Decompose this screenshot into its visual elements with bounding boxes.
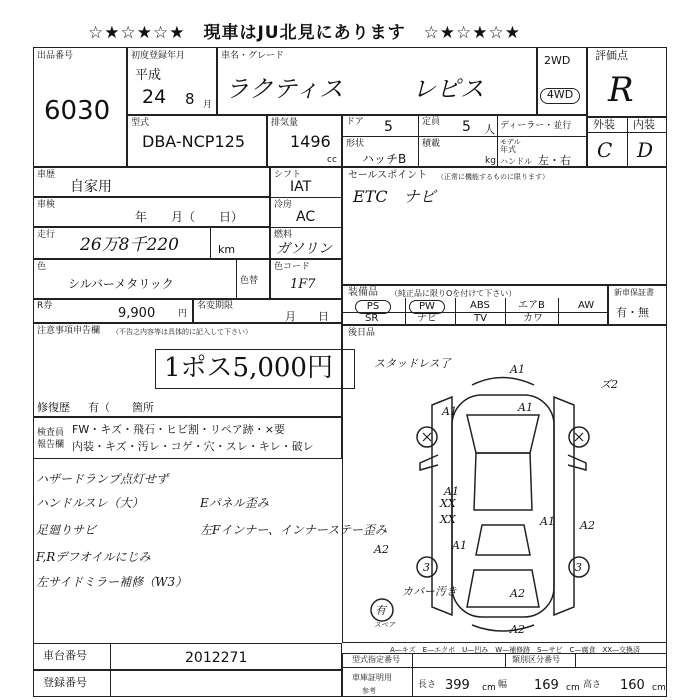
type-value: DBA-NCP125 bbox=[142, 132, 245, 151]
int-value: D bbox=[637, 138, 654, 162]
caution-value: 1ポス5,000円 bbox=[164, 353, 333, 383]
diag-a1-2: A1 bbox=[442, 405, 457, 418]
equip-airbag: エアB bbox=[518, 300, 545, 311]
shift-value: IAT bbox=[290, 179, 312, 195]
equip-leather: カワ bbox=[523, 313, 543, 324]
reg-no-label: 登録番号 bbox=[43, 676, 87, 689]
cooler-value: AC bbox=[296, 209, 316, 225]
disp-unit: cc bbox=[327, 155, 337, 165]
equip-abs: ABS bbox=[470, 300, 490, 311]
cert-label: 車庫証明用 bbox=[352, 673, 392, 682]
history-box bbox=[33, 167, 270, 197]
recycle-unit: 円 bbox=[178, 309, 188, 319]
mileage-label: 走行 bbox=[37, 230, 56, 240]
color-label: 色 bbox=[37, 262, 47, 272]
name-label: 車名・グレード bbox=[221, 51, 285, 61]
shaken-label: 車検 bbox=[37, 200, 56, 210]
color-code-label: 色コード bbox=[274, 262, 311, 272]
recycle-box bbox=[33, 299, 193, 323]
color-change-label: 色替 bbox=[240, 276, 259, 286]
note-5: 左サイドミラー補修（W3） bbox=[36, 575, 188, 589]
rear-seat-label: 後日品 bbox=[348, 328, 376, 338]
diag-a1-1: A1 bbox=[510, 363, 525, 376]
diag-studless: スタッドレス了 bbox=[374, 357, 451, 370]
inspector-row1: FW・キズ・飛石・ヒビ割・リペア跡・×要 bbox=[72, 423, 285, 436]
diag-a1-3: A1 bbox=[518, 401, 533, 414]
diag-spare: スペア bbox=[374, 621, 395, 629]
diag-z2: ズ2 bbox=[600, 378, 618, 391]
fuel-value: ガソリン bbox=[276, 241, 332, 257]
sales-box bbox=[342, 167, 667, 285]
sales-note: （正常に機能するものに限ります） bbox=[437, 173, 549, 181]
hei-unit: cm bbox=[652, 683, 666, 693]
meigi-value: 月 日 bbox=[285, 310, 329, 323]
warranty-label: 新車保証書 bbox=[614, 288, 654, 297]
wid-value: 169 bbox=[534, 678, 559, 693]
lot-value: 6030 bbox=[44, 96, 111, 126]
diag-cover: カバー汚き bbox=[402, 585, 457, 598]
note-3: 足廻りサビ bbox=[36, 523, 97, 537]
header-banner: ☆★☆★☆★ 現車はJU北見にあります ☆★☆★☆★ bbox=[88, 23, 522, 43]
mileage-unit: km bbox=[218, 243, 236, 256]
inspector-label: 検査員 bbox=[37, 428, 65, 438]
diag-xx-2: XX bbox=[440, 513, 456, 526]
int-label: 内装 bbox=[633, 118, 655, 131]
doors-label: ドア bbox=[346, 117, 364, 127]
equip-tv: TV bbox=[474, 313, 487, 324]
model-year-label1: モデル bbox=[500, 138, 521, 146]
wid-unit: cm bbox=[566, 683, 580, 693]
diag-spare-have: 有 bbox=[375, 604, 386, 617]
load-label: 積載 bbox=[422, 139, 441, 149]
ref-label: 参考 bbox=[362, 687, 376, 695]
capacity-value: 5 bbox=[462, 119, 471, 135]
reg-month-unit: 月 bbox=[203, 100, 213, 110]
equip-ps: PS bbox=[355, 300, 391, 314]
diag-xx-1: XX bbox=[440, 497, 456, 510]
reg-year: 24 bbox=[142, 86, 167, 108]
hei-label: 高さ bbox=[583, 680, 602, 690]
inspector-row2: 内装・キズ・汚レ・コゲ・穴・スレ・キレ・破レ bbox=[72, 440, 314, 453]
hei-value: 160 bbox=[620, 678, 645, 693]
equip-label: 装備品 bbox=[348, 287, 378, 298]
handle-value: 左・右 bbox=[538, 154, 571, 167]
equip-sr: SR bbox=[365, 313, 379, 324]
reg-era: 平成 bbox=[135, 68, 162, 83]
car-diagram bbox=[342, 345, 667, 635]
drive-2wd: 2WD bbox=[544, 54, 571, 67]
note-6: Eパネル歪み bbox=[200, 496, 269, 510]
history-label: 車歴 bbox=[37, 170, 56, 180]
load-unit: kg bbox=[485, 156, 496, 166]
eval-label: 評価点 bbox=[595, 49, 628, 62]
equip-pw: PW bbox=[409, 300, 445, 314]
diag-a1-5: A1 bbox=[452, 539, 467, 552]
inspector-label2: 報告欄 bbox=[37, 440, 65, 450]
handle-label: ハンドル bbox=[500, 157, 532, 166]
note-2: ハンドルスレ（大） bbox=[36, 496, 144, 510]
warranty-value: 有・無 bbox=[616, 306, 649, 319]
fuel-label: 燃料 bbox=[274, 230, 293, 240]
reg-label: 初度登録年月 bbox=[131, 51, 186, 61]
sales-label: セールスポイント bbox=[348, 170, 428, 181]
model-year-label2: 年式 bbox=[500, 145, 516, 154]
caution-note: （不告之内容等は具体的に記入して下さい） bbox=[112, 328, 252, 336]
note-4: F,Rデフオイルにじみ bbox=[36, 550, 151, 564]
len-unit: cm bbox=[482, 683, 496, 693]
lot-label: 出品番号 bbox=[37, 51, 74, 61]
drive-4wd: 4WD bbox=[540, 88, 580, 104]
diag-a1-6: A1 bbox=[540, 515, 555, 528]
len-label: 長さ bbox=[418, 680, 437, 690]
diag-a2-3: A2 bbox=[510, 587, 525, 600]
caution-label: 注意事項申告欄 bbox=[37, 326, 101, 336]
name-grade: レピス bbox=[412, 75, 484, 103]
mileage-value: 26万8千220 bbox=[80, 235, 179, 255]
shift-label: シフト bbox=[274, 170, 302, 180]
diag-a2-1: A2 bbox=[374, 543, 389, 556]
diag-3-left: 3 bbox=[423, 561, 430, 574]
recycle-label: R券 bbox=[37, 301, 53, 311]
chassis-label: 車台番号 bbox=[43, 649, 87, 662]
type-label: 型式 bbox=[131, 118, 150, 128]
disp-value: 1496 bbox=[290, 132, 331, 151]
meigi-label: 名変期限 bbox=[197, 301, 234, 311]
note-1: ハザードランプ点灯せず bbox=[36, 472, 169, 486]
body-label: 形状 bbox=[346, 139, 365, 149]
shaken-value: 年 月（ 日） bbox=[135, 210, 244, 224]
diag-a2-2: A2 bbox=[580, 519, 595, 532]
len-value: 399 bbox=[445, 678, 470, 693]
legend: A—キズ E—エクボ U—凹み W—補修跡 S—サビ C—腐食 XX—交換済 bbox=[390, 646, 641, 654]
body-value: ハッチB bbox=[362, 152, 407, 166]
color-value: シルバーメタリック bbox=[68, 277, 174, 291]
reg-month: 8 bbox=[185, 90, 195, 108]
dealer-label: ディーラー・並行 bbox=[500, 121, 572, 131]
equip-aw: AW bbox=[578, 300, 595, 311]
chassis-value: 2012271 bbox=[185, 650, 248, 666]
eval-value: R bbox=[608, 70, 634, 110]
type-no-label: 型式指定番号 bbox=[352, 655, 400, 664]
equip-note: （純正品に限りOを付けて下さい） bbox=[390, 289, 517, 298]
repair-label: 修復歴 bbox=[37, 401, 70, 414]
class-no-label: 類別区分番号 bbox=[512, 655, 560, 664]
diag-3-right: 3 bbox=[575, 561, 582, 574]
note-7: 左Fインナー、インナーステー歪み bbox=[200, 523, 388, 537]
color-code-value: 1F7 bbox=[290, 277, 316, 292]
doors-value: 5 bbox=[384, 119, 393, 135]
diag-a1-4: A1 bbox=[444, 485, 459, 498]
name-model: ラクティス bbox=[225, 75, 344, 103]
wid-label: 幅 bbox=[498, 680, 508, 690]
sales-value: ETC ナビ bbox=[353, 187, 436, 206]
diag-a2-4: A2 bbox=[510, 623, 525, 635]
capacity-label: 定員 bbox=[422, 117, 441, 127]
history-value: 自家用 bbox=[70, 179, 112, 195]
recycle-value: 9,900 bbox=[118, 306, 156, 321]
equip-navi: ナビ bbox=[417, 313, 437, 324]
disp-label: 排気量 bbox=[271, 118, 299, 128]
repair-value: 有（ 箇所 bbox=[88, 401, 154, 414]
capacity-unit: 人 bbox=[484, 123, 495, 136]
cooler-label: 冷房 bbox=[274, 200, 293, 210]
ext-value: C bbox=[597, 138, 613, 162]
ext-label: 外装 bbox=[593, 118, 615, 131]
